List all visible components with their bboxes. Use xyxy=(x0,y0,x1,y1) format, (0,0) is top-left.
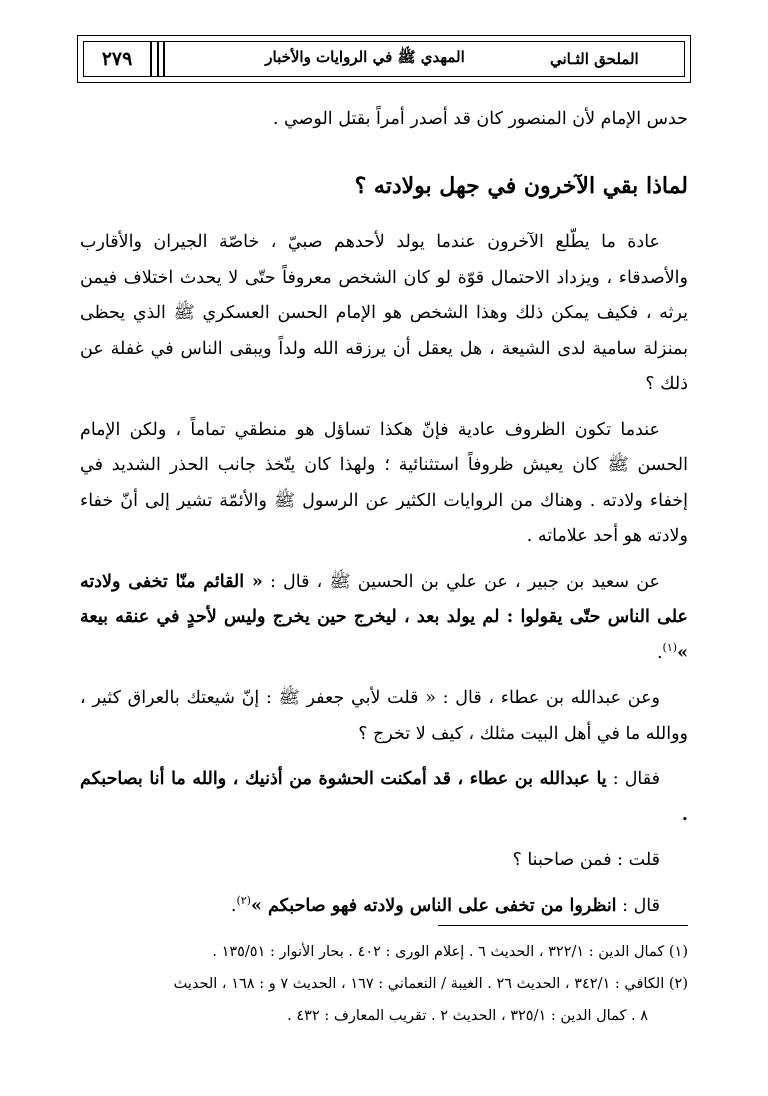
paragraph: عادة ما يطّلع الآخرون عندما يولد لأحدهم صبيّ ، خاصّة الجيران والأقارب والأصدقاء ، ويزداد الاحتمال قوّة لو كان الشخص معروفاً حتّى لا يحدث اختلاف فيمن يرثه ، فكيف يمكن ذلك وهذا الشخص هو الإمام الحسن العسكري ﷺ الذي يحظى بمنزلة سامية لدى الشيعة ، هل يعقل أن يرزقه الله ولداً ويبقى الناس في غفلة عن ذلك ؟ xyxy=(80,232,688,394)
footnote-continuation: ٨ . كمال الدين : ٣٢٥/١ ، الحديث ٢ . تقريب المعارف : ٤٣٢ . xyxy=(287,1008,648,1024)
question-line: قلت : فمن صاحبنا ؟ xyxy=(512,850,660,870)
section-heading: لماذا بقي الآخرون في جهل بولادته ؟ xyxy=(354,173,688,199)
hadith-quote: « القائم منّا تخفى ولادته على الناس حتّى يقولوا : لم يولد بعد ، ليخرج حين يخرج وليس لأحدٍ في عنقه بيعة » xyxy=(80,571,688,663)
footnote-marker: (١) xyxy=(662,640,678,654)
hadith-paragraph xyxy=(80,762,688,833)
hadith-paragraph: عن سعيد بن جبير ، عن علي بن الحسين ﷺ ، قال : « القائم منّا تخفى ولادته على الناس حتّى يقولوا : لم يولد بعد ، ليخرج حين يخرج وليس لأحدٍ في عنقه بيعة »$^{(١)}$. xyxy=(80,571,688,663)
answer-line xyxy=(80,889,688,925)
hadith-paragraph: وعن عبدالله بن عطاء ، قال : « قلت لأبي جعفر ﷺ : إنّ شيعتك بالعراق كثير ، ووالله ما في أهل البيت مثلك ، كيف لا تخرج ؟ xyxy=(80,688,688,744)
hadith-quote: يا عبدالله بن عطاء ، قد أمكنت الحشوة من أذنيك ، والله ما أنا بصاحبكم . xyxy=(80,769,688,825)
appendix-label: الملحق الثـاني xyxy=(550,50,639,68)
page-number: ٢٧٩ xyxy=(101,48,133,70)
intro-line: حدس الإمام لأن المنصور كان قد أصدر أمراً بقتل الوصي . xyxy=(272,109,688,129)
main-text xyxy=(80,225,688,924)
header-divider xyxy=(150,41,152,77)
answer-end: . xyxy=(230,895,237,916)
footnote: (٢) الكافي : ٣٤٢/١ ، الحديث ٢٦ . الغيبة / النعماني : ١٦٧ ، الحديث ٧ و : ١٦٨ ، الحديث xyxy=(173,976,688,992)
paragraph: عندما تكون الظروف عادية فإنّ هكذا تساؤل هو منطقي تماماً ، ولكن الإمام الحسن ﷺ كان يعيش ظروفاً استثنائية ؛ ولهذا كان يتّخذ جانب الحذر الشديد في إخفاء ولادته . وهناك من الروايات الكثير عن الرسول ﷺ والأئمّة تشير إلى أنّ خفاء ولادته هو أحد علاماته . xyxy=(80,419,688,546)
footnote: (١) كمال الدين : ٣٢٢/١ ، الحديث ٦ . إعلام الورى : ٤٠٢ . بحار الأنوار : ١٣٥/٥١ . xyxy=(212,944,688,960)
hadith-quote: انظروا من تخفى على الناس ولادته فهو صاحبكم » xyxy=(250,895,617,916)
footnotes xyxy=(80,936,688,1032)
hadith-intro: عن سعيد بن جبير ، عن علي بن الحسين ﷺ ، قال : xyxy=(269,571,660,592)
intro-block xyxy=(80,102,688,138)
footnote-marker: (٢) xyxy=(236,893,251,907)
reply-prefix: فقال : xyxy=(612,769,660,789)
header-divider xyxy=(157,41,159,77)
header-divider xyxy=(163,41,165,77)
running-title: المهدي ﷺ في الروايات والأخبار xyxy=(265,48,465,66)
answer-prefix: قال : xyxy=(622,895,660,916)
footnote-rule xyxy=(438,925,688,926)
